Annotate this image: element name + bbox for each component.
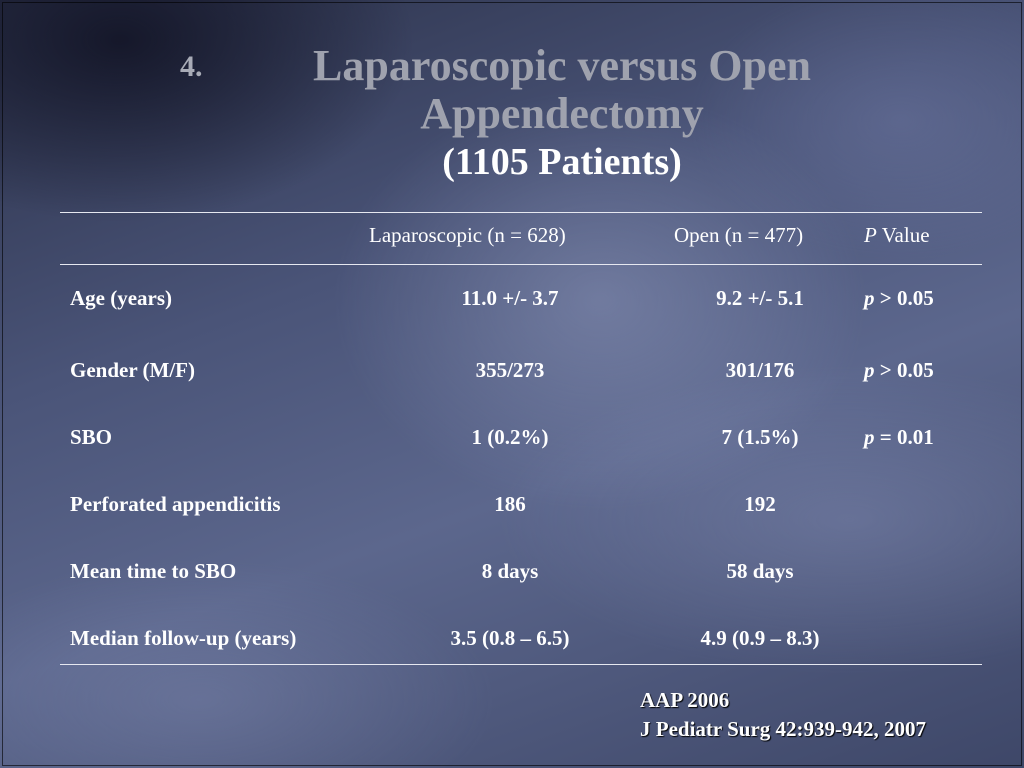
- p-value-text: > 0.05: [874, 286, 934, 310]
- table-row: [0, 626, 1024, 656]
- citation-line-1: AAP 2006: [640, 688, 730, 712]
- p-italic: P: [864, 223, 877, 247]
- open-value: 301/176: [725, 358, 795, 382]
- row-label: Mean time to SBO: [70, 559, 237, 583]
- column-header-laparoscopic: Laparoscopic (n = 628): [369, 223, 566, 247]
- citation-line-2: J Pediatr Surg 42:939-942, 2007: [640, 717, 927, 741]
- title-number: 4.: [180, 50, 203, 83]
- citation: [640, 686, 926, 744]
- row-label: Perforated appendicitis: [70, 492, 281, 516]
- p-symbol: p: [864, 358, 875, 382]
- laparoscopic-value: 186: [494, 492, 526, 516]
- table-bottom-rule: [60, 664, 982, 665]
- open-value: 4.9 (0.9 – 8.3): [700, 626, 820, 650]
- laparoscopic-value: 11.0 +/- 3.7: [461, 286, 559, 310]
- p-value: [864, 425, 934, 450]
- p-value-label: Value: [876, 223, 930, 247]
- row-label: Median follow-up (years): [70, 626, 297, 650]
- open-value: 9.2 +/- 5.1: [716, 286, 804, 310]
- column-header-p-value: [864, 223, 930, 248]
- table-header-rule: [60, 264, 982, 265]
- p-value: [864, 286, 934, 311]
- row-label: Gender (M/F): [70, 358, 195, 382]
- p-value: [864, 358, 934, 383]
- table-row: [0, 286, 1024, 316]
- table-row: [0, 358, 1024, 388]
- slide-title-line-2: Appendectomy: [420, 89, 704, 138]
- column-header-open: Open (n = 477): [674, 223, 804, 247]
- laparoscopic-value: 8 days: [481, 559, 539, 583]
- table-row: [0, 425, 1024, 455]
- table-row: [0, 559, 1024, 589]
- table-top-rule: [60, 212, 982, 213]
- table-row: [0, 492, 1024, 522]
- slide-subtitle: (1105 Patients): [442, 141, 682, 183]
- row-label: SBO: [70, 425, 113, 449]
- slide-title-line-1: Laparoscopic versus Open: [313, 41, 811, 90]
- open-value: 58 days: [726, 559, 794, 583]
- p-symbol: p: [864, 286, 875, 310]
- p-value-text: > 0.05: [874, 358, 934, 382]
- row-label: Age (years): [70, 286, 173, 310]
- laparoscopic-value: 355/273: [475, 358, 545, 382]
- laparoscopic-value: 1 (0.2%): [471, 425, 549, 449]
- p-symbol: p: [864, 425, 875, 449]
- open-value: 7 (1.5%): [721, 425, 799, 449]
- laparoscopic-value: 3.5 (0.8 – 6.5): [450, 626, 570, 650]
- p-value-text: = 0.01: [874, 425, 934, 449]
- open-value: 192: [744, 492, 776, 516]
